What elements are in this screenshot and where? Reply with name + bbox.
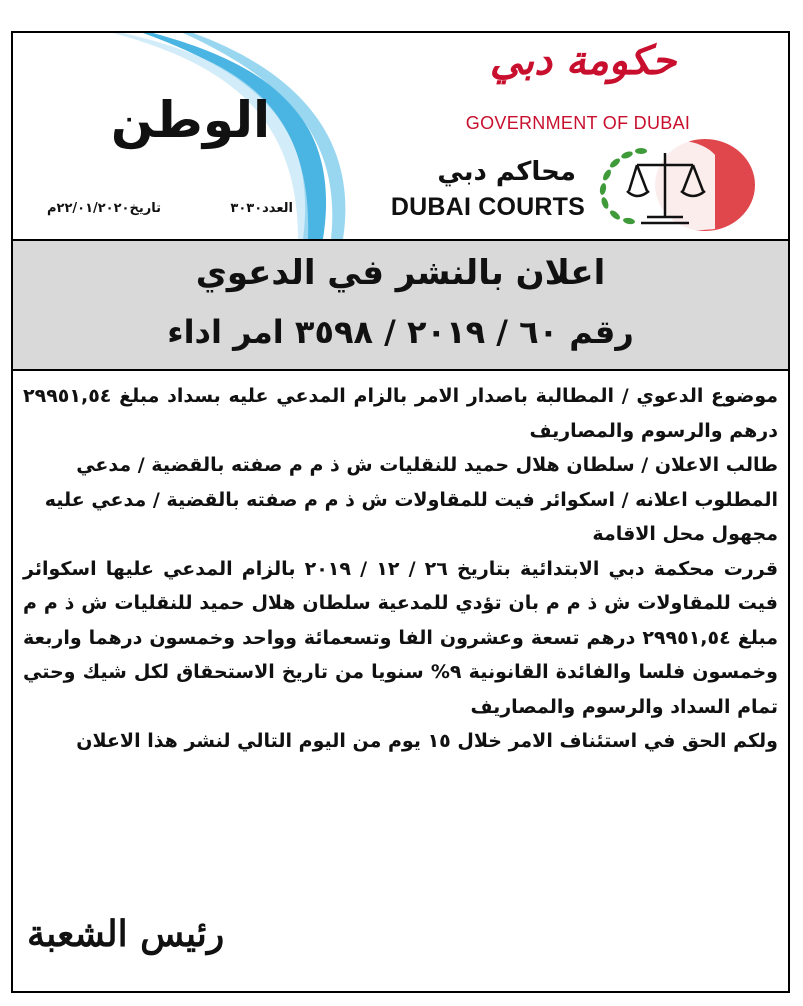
residence-paragraph: مجهول محل الاقامة xyxy=(592,523,778,545)
issue-number: العدد٣٠٣٠ xyxy=(230,201,293,216)
appeal-paragraph: ولكم الحق في استئناف الامر خلال ١٥ يوم من اليوم التالي لنشر هذا الاعلان xyxy=(76,730,778,752)
subject-paragraph: موضوع الدعوي / المطالبة باصدار الامر بالزام المدعي عليه بسداد مبلغ ٢٩٩٥١,٥٤ درهم والرسوم والمصاريف xyxy=(23,385,778,442)
scales-emblem-icon xyxy=(585,133,757,233)
decision-paragraph: قررت محكمة دبي الابتدائية بتاريخ ٢٦ / ١٢ / ٢٠١٩ بالزام المدعي عليها اسكوائر فيت للمقاولات ش ذ م م بان تؤدي للمدعية سلطان هلال حميد للنقليات ش ذ م م مبلغ ٢٩٩٥١,٥٤ درهم تسعة وعشرون الفا وتسعمائة وواحد وخمسون درهما واربعة وخمسون فلسا والفائدة القانونية ٩% سنويا من تاريخ الاستحقاق لكل شيك وحتي تمام السداد والرسوم والمصاريف xyxy=(23,557,779,718)
government-logo-english: GOVERNMENT OF DUBAI xyxy=(465,113,691,133)
header xyxy=(13,33,788,239)
notice-body xyxy=(23,379,778,759)
courts-name-arabic: محاكم دبي xyxy=(437,157,576,187)
courts-name-english: DUBAI COURTS xyxy=(390,193,585,221)
government-logo-arabic: حكومة دبي xyxy=(489,37,677,84)
newspaper-logo: الوطن xyxy=(110,91,271,149)
title-band xyxy=(13,239,788,371)
notice-title: اعلان بالنشر في الدعوي xyxy=(195,253,606,293)
notice-frame xyxy=(11,31,790,993)
case-number: رقم ٦٠ / ٢٠١٩ / ٣٥٩٨ امر اداء xyxy=(167,313,634,351)
respondent-paragraph: المطلوب اعلانه / اسكوائر فيت للمقاولات ش ذ م م صفته بالقضية / مدعي عليه xyxy=(44,488,778,511)
signature: رئيس الشعبة xyxy=(27,913,225,955)
issue-date: تاريخ٢٢/٠١/٢٠٢٠م xyxy=(46,201,161,216)
requester-paragraph: طالب الاعلان / سلطان هلال حميد للنقليات ش ذ م م صفته بالقضية / مدعي xyxy=(76,454,778,476)
